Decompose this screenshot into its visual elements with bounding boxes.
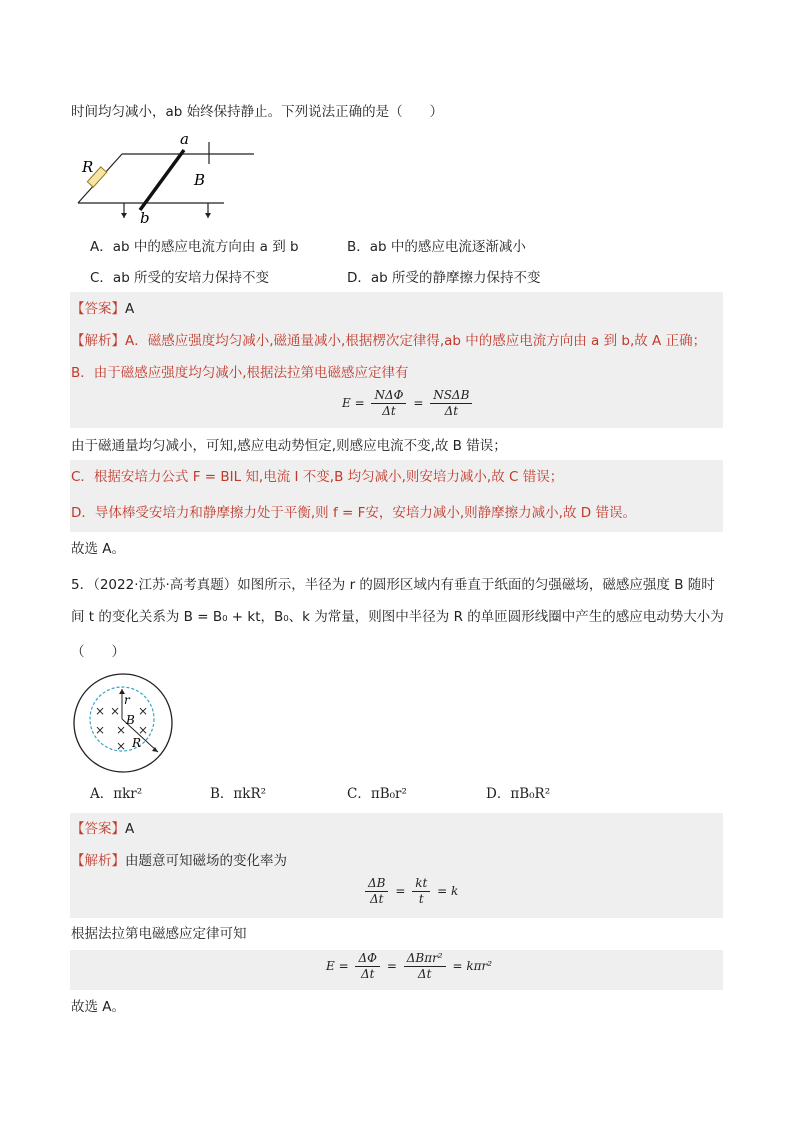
eq-rhs: = kπr² [452,959,493,973]
eq-num-1: ΔB [365,876,388,892]
q5-option-b: B．πkR² [210,786,267,802]
q5-stem-2: 间 t 的变化关系为 B = B₀ + kt，B₀、k 为常量，则图中半径为 R 的单匝圆形线圈中产生的感应电动势大小为 [71,609,724,625]
q5-stem-3: （ ） [71,644,125,660]
q4-figure-rail-circuit [74,130,264,225]
q4-analysis-b: B．由于磁感应强度均匀减小,根据法拉第电磁感应定律有 [71,365,409,381]
eq-num-2: kt [412,876,430,892]
q5-analysis-2: 根据法拉第电磁感应定律可知 [71,926,247,942]
analysis-a: A．磁感应强度均匀减小,磁通量减小,根据楞次定律得,ab 中的感应电流方向由 a 到 b,故 A 正确； [125,333,707,349]
cross: × [138,704,149,718]
q5-analysis-1-line [71,851,287,871]
label-b: b [140,209,150,225]
answer-value: A [125,821,135,837]
q5-option-c: C．πB₀r² [347,786,407,802]
analysis-tag: 【解析】 [71,333,125,349]
answer-tag: 【答案】 [71,301,125,317]
q5-equation-rate [362,876,458,907]
eq-num-2: NSΔB [430,388,472,404]
q4-option-c: C．ab 所受的安培力保持不变 [90,270,270,286]
eq-den-1: Δt [382,404,396,418]
q4-equation-faraday [342,388,475,419]
q4-option-d: D．ab 所受的静摩擦力保持不变 [347,270,541,286]
q4-answer-line [71,299,134,319]
cross: × [95,723,106,737]
q4-option-a: A．ab 中的感应电流方向由 a 到 b [90,239,299,255]
q5-stem-1: 5．（2022·江苏·高考真题）如图所示，半径为 r 的圆形区域内有垂直于纸面的匀强磁场，磁感应强度 B 随时 [71,577,715,593]
cross: × [110,704,121,718]
eq-rhs: = k [437,884,459,898]
label-R: R [82,158,94,176]
q4-analysis-a-line [71,331,706,351]
q4-option-b: B．ab 中的感应电流逐渐减小 [347,239,526,255]
q5-equation-emf [326,951,492,982]
eq-den-2: t [418,892,424,906]
answer-value: A [125,301,135,317]
q4-conclusion: 故选 A。 [71,541,126,557]
eq-den-2: Δt [417,967,432,981]
label-R: R [132,736,142,750]
q5-option-a: A．πkr² [90,786,143,802]
eq-den-2: Δt [444,404,459,418]
eq-equals: = [386,959,397,973]
eq-den-1: Δt [369,892,384,906]
q4-analysis-d: D．导体棒受安培力和静摩擦力处于平衡,则 f = F安，安培力减小,则静摩擦力减小,故 D 错误。 [71,505,636,521]
eq-lhs: E = [342,396,365,410]
q5-conclusion: 故选 A。 [71,999,126,1015]
eq-num-2: ΔBπr² [404,951,446,967]
eq-equals: = [395,884,406,898]
eq-den-1: Δt [360,967,375,981]
cross: × [116,723,127,737]
eq-num-1: ΔΦ [355,951,380,967]
q4-analysis-c: C．根据安培力公式 F = BIL 知,电流 I 不变,B 均匀减小,则安培力减小,故 C 错误； [71,469,564,485]
answer-tag: 【答案】 [71,821,125,837]
analysis-1: 由题意可知磁场的变化率为 [125,853,287,869]
label-B: B [194,171,206,189]
eq-num-1: NΔΦ [371,388,406,404]
label-a: a [180,130,189,148]
q5-figure-coil [70,672,180,774]
q5-option-d: D．πB₀R² [486,786,551,802]
cross: × [116,739,127,753]
analysis-tag: 【解析】 [71,853,125,869]
label-r: r [124,693,130,707]
eq-equals: = [413,396,424,410]
q4-analysis-b2: 由于磁通量均匀减小，可知,感应电动势恒定,则感应电流不变,故 B 错误； [71,438,507,454]
q5-answer-line [71,819,134,839]
q4-intro: 时间均匀减小，ab 始终保持静止。下列说法正确的是（ ） [71,104,444,120]
eq-lhs: E = [326,959,349,973]
cross: × [138,723,149,737]
cross: × [95,704,106,718]
label-B: B [126,713,135,727]
